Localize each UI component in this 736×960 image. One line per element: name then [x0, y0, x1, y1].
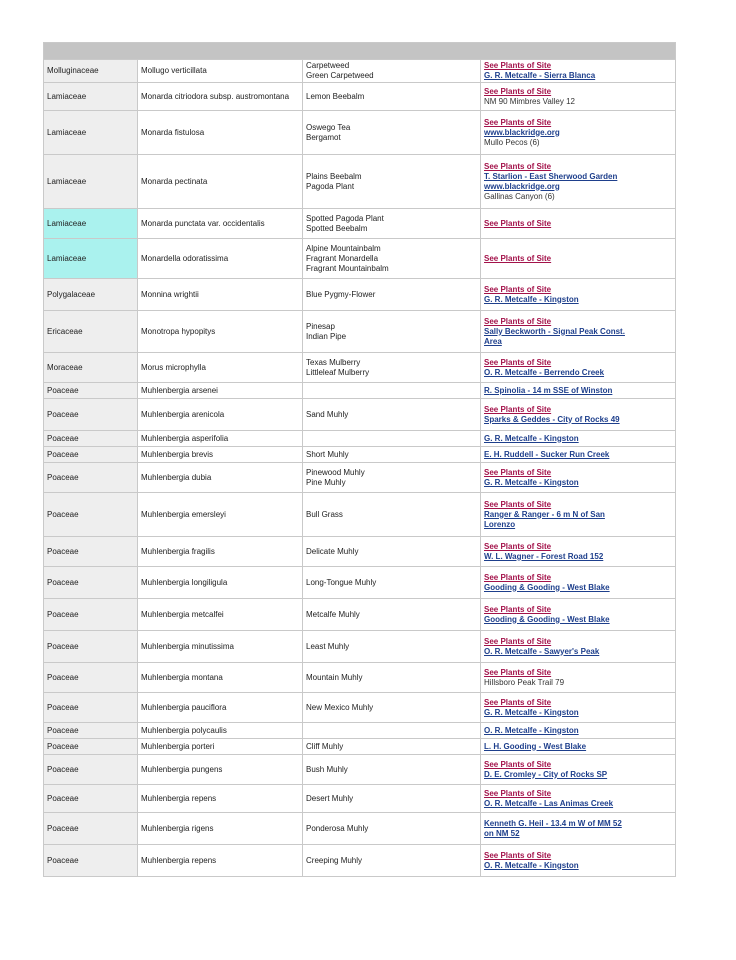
links-cell [481, 567, 676, 599]
common-name: Lemon Beebalm [306, 91, 365, 101]
links-cell [481, 631, 676, 663]
table-row [44, 755, 676, 785]
see-plants-link[interactable]: See Plants of Site [484, 667, 552, 677]
collector-link[interactable]: O. R. Metcalfe - Kingston [484, 860, 579, 870]
see-plants-link[interactable]: See Plants of Site [484, 253, 552, 263]
species-cell: Mollugo verticillata [138, 60, 303, 83]
see-plants-link[interactable]: See Plants of Site [484, 218, 552, 228]
common-name: Spotted Pagoda Plant [306, 213, 384, 223]
collector-link[interactable]: G. R. Metcalfe - Kingston [484, 433, 579, 443]
see-plants-link[interactable]: See Plants of Site [484, 604, 552, 614]
family-cell: Poaceae [44, 723, 138, 739]
collector-link[interactable]: E. H. Ruddell - Sucker Run Creek [484, 449, 610, 459]
table-row [44, 723, 676, 739]
species-table [43, 42, 676, 877]
common-name-cell [303, 845, 481, 877]
common-name-cell [303, 463, 481, 493]
species-cell: Monardella odoratissima [138, 239, 303, 279]
collector-link[interactable]: on NM 52 [484, 828, 520, 838]
species-cell: Muhlenbergia polycaulis [138, 723, 303, 739]
links-cell [481, 599, 676, 631]
table-body [44, 43, 676, 877]
links-cell [481, 463, 676, 493]
see-plants-link[interactable]: See Plants of Site [484, 850, 552, 860]
table-row [44, 209, 676, 239]
collector-link[interactable]: Ranger & Ranger - 6 m N of San [484, 509, 605, 519]
species-cell: Muhlenbergia pungens [138, 755, 303, 785]
common-name: Mountain Muhly [306, 672, 363, 682]
common-name: Pinesap [306, 321, 335, 331]
family-cell: Poaceae [44, 447, 138, 463]
species-cell: Muhlenbergia pauciflora [138, 693, 303, 723]
table-row [44, 631, 676, 663]
see-plants-link[interactable]: See Plants of Site [484, 161, 552, 171]
common-name-cell [303, 431, 481, 447]
collector-link[interactable]: www.blackridge.org [484, 127, 560, 137]
family-cell: Poaceae [44, 383, 138, 399]
links-cell [481, 537, 676, 567]
table-header-bar [44, 43, 676, 60]
species-cell: Monarda fistulosa [138, 111, 303, 155]
location-text: Hillsboro Peak Trail 79 [484, 677, 565, 687]
common-name: Alpine Mountainbalm [306, 243, 381, 253]
collector-link[interactable]: O. R. Metcalfe - Las Animas Creek [484, 798, 614, 808]
family-cell: Poaceae [44, 567, 138, 599]
common-name-cell [303, 209, 481, 239]
common-name: Green Carpetweed [306, 71, 374, 80]
common-name-cell [303, 383, 481, 399]
common-name: Pagoda Plant [306, 181, 355, 191]
family-cell: Poaceae [44, 537, 138, 567]
species-cell: Monarda punctata var. occidentalis [138, 209, 303, 239]
collector-link[interactable]: Lorenzo [484, 519, 516, 529]
species-cell: Muhlenbergia brevis [138, 447, 303, 463]
table-row [44, 663, 676, 693]
common-name-cell [303, 567, 481, 599]
see-plants-link[interactable]: See Plants of Site [484, 572, 552, 582]
links-cell [481, 111, 676, 155]
common-name: Spotted Beebalm [306, 223, 368, 233]
collector-link[interactable]: Gooding & Gooding - West Blake [484, 614, 610, 624]
common-name: Carpetweed [306, 61, 350, 70]
common-name-cell [303, 537, 481, 567]
common-name-cell [303, 493, 481, 537]
common-name: Bergamot [306, 132, 341, 142]
table-row [44, 431, 676, 447]
table-row [44, 493, 676, 537]
see-plants-link[interactable]: See Plants of Site [484, 117, 552, 127]
header-bar-cell [44, 43, 676, 60]
family-cell: Poaceae [44, 845, 138, 877]
collector-link[interactable]: G. R. Metcalfe - Kingston [484, 707, 579, 717]
common-name: Cliff Muhly [306, 741, 344, 751]
collector-link[interactable]: W. L. Wagner - Forest Road 152 [484, 551, 604, 561]
common-name: Metcalfe Muhly [306, 609, 360, 619]
collector-link[interactable]: O. R. Metcalfe - Berrendo Creek [484, 367, 605, 377]
family-cell: Poaceae [44, 813, 138, 845]
species-cell: Muhlenbergia rigens [138, 813, 303, 845]
species-cell: Monarda citriodora subsp. austromontana [138, 83, 303, 111]
common-name: Plains Beebalm [306, 171, 362, 181]
links-cell [481, 693, 676, 723]
family-cell: Poaceae [44, 785, 138, 813]
table-row [44, 447, 676, 463]
table-row [44, 353, 676, 383]
see-plants-link[interactable]: See Plants of Site [484, 61, 552, 70]
location-text: NM 90 Mimbres Valley 12 [484, 96, 575, 106]
species-cell: Muhlenbergia arenicola [138, 399, 303, 431]
links-cell [481, 83, 676, 111]
see-plants-link[interactable]: See Plants of Site [484, 759, 552, 769]
table-row [44, 239, 676, 279]
links-cell [481, 493, 676, 537]
collector-link[interactable]: Sparks & Geddes - City of Rocks 49 [484, 414, 620, 424]
see-plants-link[interactable]: See Plants of Site [484, 541, 552, 551]
collector-link[interactable]: D. E. Cromley - City of Rocks SP [484, 769, 608, 779]
collector-link[interactable]: Sally Beckworth - Signal Peak Const. [484, 326, 625, 336]
species-cell: Muhlenbergia emersleyi [138, 493, 303, 537]
common-name-cell [303, 279, 481, 311]
common-name: Texas Mulberry [306, 357, 361, 367]
species-cell: Muhlenbergia repens [138, 785, 303, 813]
family-cell: Poaceae [44, 693, 138, 723]
collector-link[interactable]: O. R. Metcalfe - Sawyer's Peak [484, 646, 600, 656]
links-cell [481, 399, 676, 431]
see-plants-link[interactable]: See Plants of Site [484, 788, 552, 798]
collector-link[interactable]: Gooding & Gooding - West Blake [484, 582, 610, 592]
common-name: Ponderosa Muhly [306, 823, 369, 833]
family-cell: Poaceae [44, 631, 138, 663]
family-cell: Lamiaceae [44, 111, 138, 155]
common-name: Pinewood Muhly [306, 467, 365, 477]
species-cell: Muhlenbergia metcalfei [138, 599, 303, 631]
family-cell: Lamiaceae [44, 239, 138, 279]
species-cell: Monarda pectinata [138, 155, 303, 209]
see-plants-link[interactable]: See Plants of Site [484, 357, 552, 367]
links-cell [481, 60, 676, 83]
common-name-cell [303, 111, 481, 155]
collector-link[interactable]: L. H. Gooding - West Blake [484, 741, 587, 751]
species-cell: Muhlenbergia arsenei [138, 383, 303, 399]
location-text: Mullo Pecos (6) [484, 137, 540, 147]
family-cell: Poaceae [44, 755, 138, 785]
species-cell: Muhlenbergia dubia [138, 463, 303, 493]
family-cell: Lamiaceae [44, 155, 138, 209]
links-cell [481, 311, 676, 353]
species-cell: Muhlenbergia longiligula [138, 567, 303, 599]
collector-link[interactable]: G. R. Metcalfe - Kingston [484, 294, 579, 304]
see-plants-link[interactable]: See Plants of Site [484, 467, 552, 477]
see-plants-link[interactable]: See Plants of Site [484, 316, 552, 326]
table-row [44, 311, 676, 353]
common-name: Oswego Tea [306, 122, 351, 132]
family-cell: Poaceae [44, 599, 138, 631]
species-cell: Monnina wrightii [138, 279, 303, 311]
family-cell: Lamiaceae [44, 83, 138, 111]
see-plants-link[interactable]: See Plants of Site [484, 86, 552, 96]
links-cell [481, 785, 676, 813]
species-cell: Muhlenbergia asperifolia [138, 431, 303, 447]
common-name-cell [303, 447, 481, 463]
common-name: Littleleaf Mulberry [306, 367, 370, 377]
collector-link[interactable]: Kenneth G. Heil - 13.4 m W of MM 52 [484, 818, 622, 828]
common-name-cell [303, 663, 481, 693]
see-plants-link[interactable]: See Plants of Site [484, 636, 552, 646]
common-name: New Mexico Muhly [306, 702, 374, 712]
links-cell [481, 739, 676, 755]
collector-link[interactable]: Area [484, 336, 502, 346]
common-name: Bush Muhly [306, 764, 348, 774]
links-cell [481, 663, 676, 693]
common-name-cell [303, 599, 481, 631]
family-cell: Poaceae [44, 463, 138, 493]
table-row [44, 845, 676, 877]
species-cell: Monotropa hypopitys [138, 311, 303, 353]
links-cell [481, 723, 676, 739]
links-cell [481, 813, 676, 845]
collector-link[interactable]: T. Starlion - East Sherwood Garden [484, 171, 618, 181]
links-cell [481, 353, 676, 383]
table-row [44, 111, 676, 155]
common-name-cell [303, 353, 481, 383]
links-cell [481, 431, 676, 447]
collector-link[interactable]: G. R. Metcalfe - Kingston [484, 477, 579, 487]
table-row [44, 279, 676, 311]
family-cell: Moraceae [44, 353, 138, 383]
table-row [44, 599, 676, 631]
common-name-cell [303, 785, 481, 813]
common-name-cell [303, 311, 481, 353]
common-name-cell [303, 155, 481, 209]
links-cell [481, 279, 676, 311]
family-cell: Lamiaceae [44, 209, 138, 239]
table-row [44, 537, 676, 567]
common-name-cell [303, 60, 481, 83]
common-name-cell [303, 693, 481, 723]
collector-link[interactable]: G. R. Metcalfe - Sierra Blanca [484, 71, 596, 80]
table-row [44, 785, 676, 813]
table-row [44, 155, 676, 209]
common-name-cell [303, 239, 481, 279]
common-name: Blue Pygmy-Flower [306, 289, 376, 299]
links-cell [481, 755, 676, 785]
family-cell: Poaceae [44, 739, 138, 755]
see-plants-link[interactable]: See Plants of Site [484, 697, 552, 707]
links-cell [481, 209, 676, 239]
links-cell [481, 155, 676, 209]
common-name-cell [303, 631, 481, 663]
common-name: Sand Muhly [306, 409, 349, 419]
table-row [44, 567, 676, 599]
family-cell: Poaceae [44, 399, 138, 431]
links-cell [481, 845, 676, 877]
common-name: Bull Grass [306, 509, 343, 519]
species-cell: Muhlenbergia fragilis [138, 537, 303, 567]
common-name-cell [303, 739, 481, 755]
common-name: Fragrant Monardella [306, 253, 379, 263]
common-name: Short Muhly [306, 449, 349, 459]
table-row [44, 399, 676, 431]
family-cell: Poaceae [44, 431, 138, 447]
common-name: Delicate Muhly [306, 546, 359, 556]
common-name-cell [303, 399, 481, 431]
links-cell [481, 239, 676, 279]
table-row [44, 463, 676, 493]
species-cell: Muhlenbergia montana [138, 663, 303, 693]
table-row [44, 813, 676, 845]
see-plants-link[interactable]: See Plants of Site [484, 284, 552, 294]
species-cell: Muhlenbergia minutissima [138, 631, 303, 663]
table-row [44, 693, 676, 723]
table-row [44, 383, 676, 399]
common-name: Fragrant Mountainbalm [306, 263, 389, 273]
common-name: Creeping Muhly [306, 855, 363, 865]
common-name: Desert Muhly [306, 793, 354, 803]
common-name-cell [303, 83, 481, 111]
family-cell: Ericaceae [44, 311, 138, 353]
family-cell: Molluginaceae [44, 60, 138, 83]
links-cell [481, 383, 676, 399]
common-name: Pine Muhly [306, 477, 346, 487]
collector-link[interactable]: O. R. Metcalfe - Kingston [484, 725, 579, 735]
location-text: Gallinas Canyon (6) [484, 191, 555, 201]
species-cell: Morus microphylla [138, 353, 303, 383]
family-cell: Poaceae [44, 663, 138, 693]
common-name-cell [303, 813, 481, 845]
table-row [44, 83, 676, 111]
common-name: Indian Pipe [306, 331, 347, 341]
see-plants-link[interactable]: See Plants of Site [484, 404, 552, 414]
species-cell: Muhlenbergia repens [138, 845, 303, 877]
table-row [44, 60, 676, 83]
common-name-cell [303, 723, 481, 739]
table-row [44, 739, 676, 755]
collector-link[interactable]: R. Spinolia - 14 m SSE of Winston [484, 385, 613, 395]
family-cell: Poaceae [44, 493, 138, 537]
common-name-cell [303, 755, 481, 785]
common-name: Long-Tongue Muhly [306, 577, 377, 587]
family-cell: Polygalaceae [44, 279, 138, 311]
common-name: Least Muhly [306, 641, 350, 651]
links-cell [481, 447, 676, 463]
see-plants-link[interactable]: See Plants of Site [484, 499, 552, 509]
collector-link[interactable]: www.blackridge.org [484, 181, 560, 191]
species-cell: Muhlenbergia porteri [138, 739, 303, 755]
